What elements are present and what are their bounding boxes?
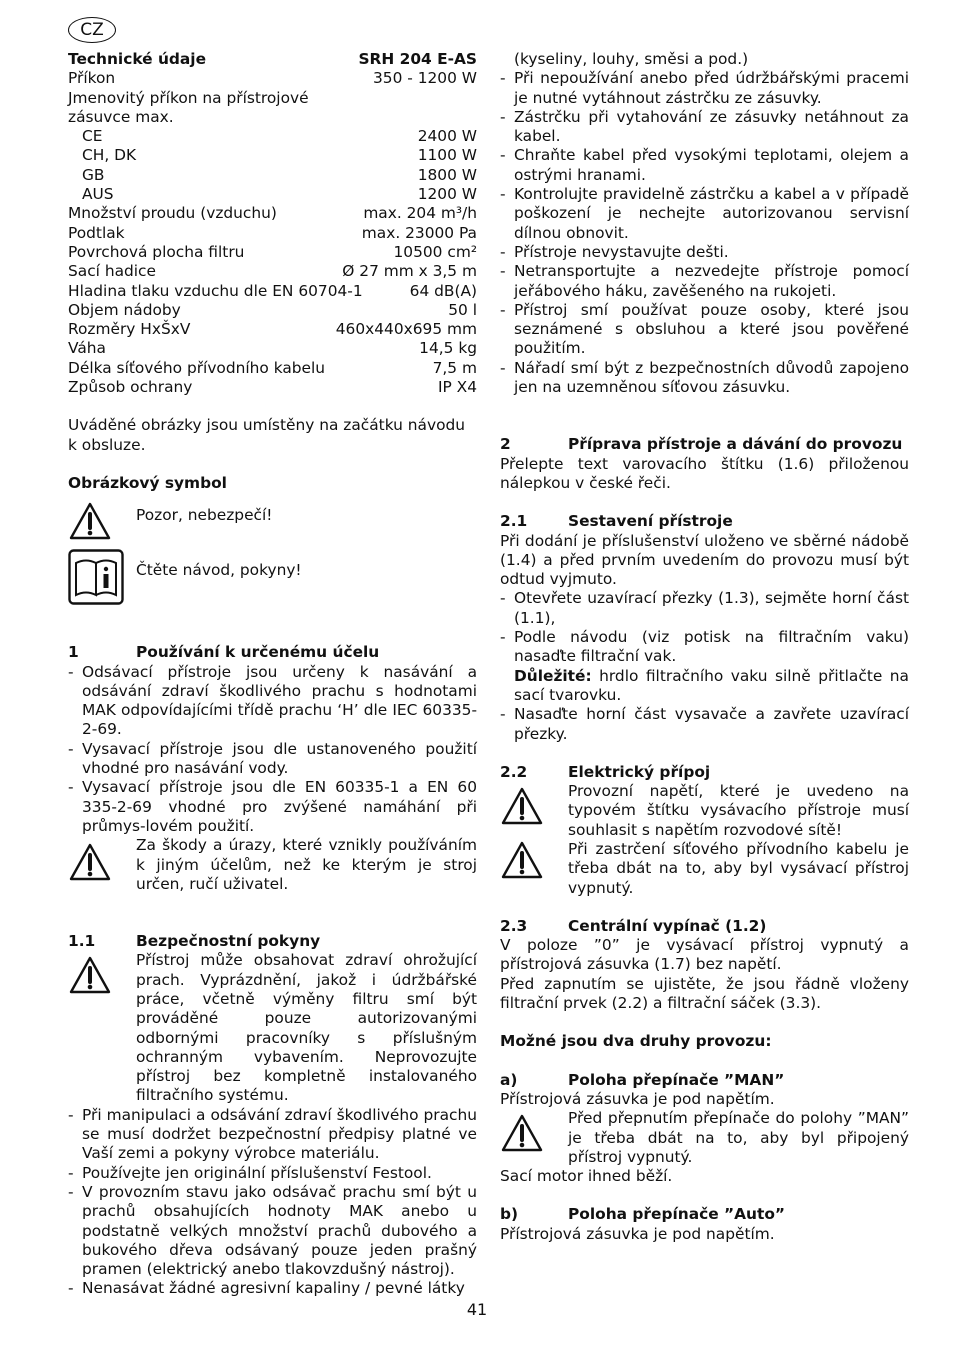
spec-value: Ø 27 mm x 3,5 m	[342, 262, 477, 281]
spec-value: 10500 cm²	[393, 242, 477, 261]
spec-value: IP X4	[437, 378, 477, 397]
symbols-heading: Obrázkový symbol	[68, 473, 227, 492]
section-1-heading	[68, 643, 477, 662]
spec-value: 1800 W	[417, 165, 477, 184]
list-item: - Používejte jen originální příslušenství Festool.	[68, 1164, 477, 1183]
spec-label: GB	[82, 165, 105, 184]
spec-row	[68, 243, 477, 262]
spec-row	[68, 204, 477, 223]
mode-a-warning	[500, 1109, 909, 1167]
spec-value: max. 204 m³/h	[363, 204, 477, 223]
spec-label: CE	[82, 127, 103, 146]
spec-label: Délka síťového přívodního kabelu	[68, 358, 326, 377]
section-2-3-text-1: V poloze ”0” je vysávací přístroj vypnutý a přístrojová zásuvka (1.7) bez napětí.	[500, 936, 909, 974]
list-item: - Přístroje nevystavujte dešti.	[500, 243, 909, 262]
spec-value: 460x440x695 mm	[335, 320, 477, 339]
symbol-read-text: Čtěte návod, pokyny!	[136, 561, 302, 580]
section-1-1-list-continued	[500, 69, 909, 397]
spec-socket-label	[68, 89, 477, 128]
warning-text: Před přepnutím přepínače do polohy ”MAN” je třeba dbát na to, aby byl připojený přístroj vypnutý.	[568, 1109, 909, 1166]
symbol-warning-text: Pozor, nebezpečí!	[136, 506, 273, 525]
spec-label: Povrchová plocha filtru	[68, 242, 245, 261]
list-item: - Otevřete uzavírací přezky (1.3), sejměte horní část (1.1),	[500, 589, 909, 628]
section-1-1-heading	[68, 932, 477, 951]
spec-value: 350 - 1200 W	[373, 69, 477, 88]
section-2-1-heading	[500, 512, 909, 531]
page-number: 41	[466, 1300, 488, 1319]
mode-a-text: Přístrojová zásuvka je pod napětím.	[500, 1089, 775, 1108]
list-item: - Vysavací přístroje jsou dle ustanoveného použití vhodné pro nasávání vody.	[68, 740, 477, 779]
spec-label: Sací hadice	[68, 262, 156, 281]
section-title: Používání k určenému účelu	[136, 643, 380, 662]
spec-label: Váha	[68, 339, 106, 358]
section-1-1-warning	[68, 951, 477, 1105]
section-2-2-warning-1	[500, 782, 909, 840]
warning-icon	[68, 501, 136, 541]
list-continuation: (kyseliny, louhy, směsi a pod.)	[514, 50, 749, 68]
section-title: Bezpečnostní pokyny	[136, 932, 321, 951]
language-badge: CZ	[68, 17, 116, 43]
important-text: hrdlo filtračního vaku silně přitlačte na sací tvarovku.	[514, 666, 909, 704]
mode-b-heading	[500, 1205, 909, 1224]
mode-a-after: Sací motor ihned běží.	[500, 1167, 673, 1186]
section-2-3-heading	[500, 917, 909, 936]
section-2-2-warning-2	[500, 840, 909, 898]
warning-icon	[68, 836, 136, 882]
warning-text: Provozní napětí, které je uvedeno na typovém štítku vysávacího přístroje musí souhlasit s napětím rozvodové sítě!	[568, 782, 909, 839]
section-number: 2	[500, 435, 511, 454]
spec-value: max. 23000 Pa	[361, 223, 477, 242]
list-item: - Odsávací přístroje jsou určeny k nasávání a odsávání zdraví škodlivého prachu s hodnotami MAK odpovídajícími třídě prachu ‘H’ dle IEC 60335-2-69.	[68, 663, 477, 740]
spec-row	[68, 378, 477, 397]
section-number: b)	[500, 1205, 519, 1224]
spec-value: 1200 W	[417, 185, 477, 204]
warning-icon	[68, 951, 136, 995]
list-item-text: Podle návodu (viz potisk na filtračním vaku) nasaďte filtrační vak.	[514, 628, 909, 666]
list-item: - Zástrčku při vytahování ze zásuvky netáhnout za kabel.	[500, 108, 909, 147]
spec-label: Jmenovitý příkon na přístrojové	[68, 88, 309, 107]
modes-heading: Možné jsou dva druhy provozu:	[500, 1032, 772, 1051]
spec-header	[68, 50, 477, 69]
spec-value: 1100 W	[417, 146, 477, 165]
read-manual-icon	[68, 549, 136, 605]
spec-row	[68, 339, 477, 358]
spec-row-country	[68, 127, 477, 146]
section-2-1-list	[500, 589, 909, 743]
mode-b-text: Přístrojová zásuvka je pod napětím.	[500, 1224, 775, 1243]
mode-a-heading	[500, 1071, 909, 1090]
spec-row	[68, 262, 477, 281]
list-item: - Netransportujte a nezvedejte přístroje pomocí jeřábového háku, zavěšeného na rukojeti.	[500, 262, 909, 301]
spec-label: Objem nádoby	[68, 300, 181, 319]
important-label: Důležité:	[514, 666, 592, 685]
right-column	[500, 50, 909, 1244]
spec-row	[68, 224, 477, 243]
spec-row-country	[68, 166, 477, 185]
list-item: - Při manipulaci a odsávání zdraví škodlivého prachu se musí dodržet bezpečnostní předpisy platné ve Vaší zemi a pokyny výrobce materiálu.	[68, 1106, 477, 1164]
section-number: 1.1	[68, 932, 96, 951]
section-number: a)	[500, 1070, 518, 1089]
spec-label: Příkon	[68, 69, 116, 88]
warning-icon	[500, 840, 568, 880]
warning-text: Přístroj může obsahovat zdraví ohrožující prach. Vyprázdnění, jakož i údržbářské práce, včetně výměny filtru smí být prováděné pouze autorizovanými odbornými pracovníky s příslušným ochranným vybavením. Neprovozujte přístroj bez kompletně instalovaného filtračního systému.	[136, 951, 477, 1105]
warning-text: Při zastrčení síťového přívodního kabelu je třeba dbát na to, aby byl vysávací přístroj vypnutý.	[568, 839, 909, 897]
spec-row-country	[68, 146, 477, 165]
list-item: - Nářadí smí být z bezpečnostních důvodů zapojeno jen na uzemněnou síťovou zásuvku.	[500, 359, 909, 398]
spec-row	[68, 69, 477, 88]
spec-label: zásuvce max.	[68, 107, 174, 126]
spec-label: Způsob ochrany	[68, 378, 193, 397]
spec-row	[68, 359, 477, 378]
section-title: Příprava přístroje a dávání do provozu	[568, 435, 903, 454]
section-2-text: Přelepte text varovacího štítku (1.6) přiloženou nálepkou v české řeči.	[500, 454, 909, 492]
spec-row	[68, 320, 477, 339]
section-number: 2.3	[500, 916, 528, 935]
symbol-warning-row	[68, 501, 477, 541]
spec-header-label: Technické údaje	[68, 50, 207, 68]
spec-row	[68, 301, 477, 320]
spec-label: CH, DK	[82, 146, 137, 165]
symbol-read-row	[68, 549, 477, 605]
spec-label: AUS	[82, 185, 114, 204]
spec-label: Množství proudu (vzduchu)	[68, 204, 277, 223]
section-title: Centrální vypínač (1.2)	[568, 916, 767, 935]
left-column	[68, 50, 477, 1299]
list-item: - Kontrolujte pravidelně zástrčku a kabel a v případě poškození je nechejte autorizovanou servisní dílnou obnovit.	[500, 185, 909, 243]
spec-header-model: SRH 204 E-AS	[358, 50, 477, 68]
spec-label: Rozměry HxŠxV	[68, 320, 191, 339]
spec-label: Podtlak	[68, 223, 125, 242]
spec-label: Hladina tlaku vzduchu dle EN 60704-1	[68, 281, 363, 300]
warning-icon	[500, 782, 568, 826]
spec-value: 7,5 m	[432, 358, 477, 377]
section-title: Sestavení přístroje	[568, 512, 733, 531]
list-item: - Nasaďte horní část vysavače a zavřete uzavírací přezky.	[500, 705, 909, 744]
warning-icon	[500, 1109, 568, 1153]
list-item: - Vysavací přístroje jsou dle EN 60335-1 a EN 60 335-2-69 vhodné pro zvýšené namáhání při průmys-lovém použití.	[68, 778, 477, 836]
section-title: Poloha přepínače ”MAN”	[568, 1070, 785, 1089]
spec-row	[68, 282, 477, 301]
section-number: 2.1	[500, 512, 528, 531]
section-title: Elektrický přípoj	[568, 762, 711, 781]
warning-text: Za škody a úrazy, které vznikly používáním k jiným účelům, než ke kterým je stroj určen, ručí uživatel.	[136, 836, 477, 893]
list-item: - Nenasávat žádné agresivní kapaliny / pevné látky	[68, 1279, 477, 1298]
intro-text: Uváděné obrázky jsou umístěny na začátku návodu k obsluze.	[68, 416, 466, 454]
list-item	[500, 628, 909, 705]
section-number: 1	[68, 643, 79, 662]
spec-value: 64 dB(A)	[409, 281, 477, 300]
spec-value: 14,5 kg	[419, 339, 477, 358]
section-title: Poloha přepínače ”Auto”	[568, 1205, 786, 1224]
section-2-2-heading	[500, 763, 909, 782]
list-item: - Přístroj smí používat pouze osoby, které jsou seznámené s obsluhou a které jsou pověřené použitím.	[500, 301, 909, 359]
section-number: 2.2	[500, 762, 528, 781]
section-1-1-list	[68, 1106, 477, 1299]
spec-row-country	[68, 185, 477, 204]
list-item: - Při nepoužívání anebo před údržbářskými pracemi je nutné vytáhnout zástrčku ze zásuvky.	[500, 69, 909, 108]
spec-value: 2400 W	[417, 127, 477, 146]
section-2-heading	[500, 435, 909, 454]
section-1-list	[68, 663, 477, 837]
section-2-1-text: Při dodání je příslušenství uloženo ve sběrné nádobě (1.4) a před prvním uvedením do provozu musí být odtud vyjmuto.	[500, 531, 909, 589]
list-item: - Chraňte kabel před vysokými teplotami, olejem a ostrými hranami.	[500, 146, 909, 185]
section-1-warning	[68, 836, 477, 894]
list-item: - V provozním stavu jako odsávač prachu smí být u prachů obsahujících hodnoty MAK anebo u podstatně velkých množství prachů dubového a bukového dřeva odsávaný pouze jeden prašný pramen (elektrický anebo tlakovzdušný nástroj).	[68, 1183, 477, 1279]
section-2-3-text-2: Před zapnutím se ujistěte, že jsou řádně vloženy filtrační prvek (2.2) a filtrační sáček (3.3).	[500, 974, 909, 1013]
spec-value: 50 l	[448, 300, 477, 319]
